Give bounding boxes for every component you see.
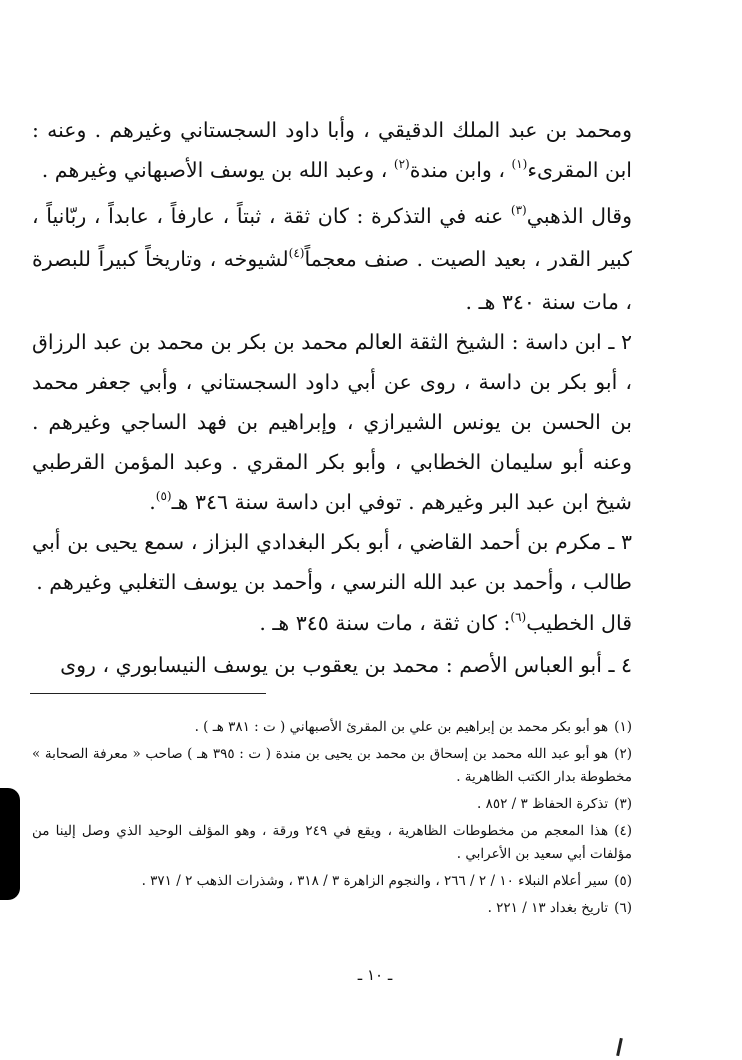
paragraph-5-end: : كان ثقة ، مات سنة ٣٤٥ هـ . <box>259 611 511 635</box>
paragraph-5-start: قال الخطيب <box>526 611 632 635</box>
paragraph-4-text: ٣ ـ مكرم بن أحمد القاضي ، أبو بكر البغدادي البزاز ، سمع يحيى بن أبي طالب ، وأحمد بن عبد الله النرسي ، وأحمد بن يوسف التغلبي وغيرهم . <box>32 530 632 594</box>
paragraph-6 <box>32 645 632 685</box>
scan-tick-mark <box>616 1038 623 1056</box>
footnote-number: (٣) <box>614 796 632 812</box>
footnote-text: تذكرة الحفاظ ٣ / ٨٥٢ . <box>477 796 609 812</box>
paragraph-4 <box>32 522 632 602</box>
paragraph-2-end: لشيوخه ، وتاريخاً كبيراً للبصرة ، مات سنة ٣٤٠ هـ . <box>32 247 632 314</box>
paragraph-1 <box>32 110 632 193</box>
footnote-ref-2[interactable]: (٢) <box>393 157 410 171</box>
footnote-number: (١) <box>614 719 632 735</box>
paragraph-2 <box>32 196 632 322</box>
footnote-divider <box>30 693 266 694</box>
footnote-6 <box>32 897 632 920</box>
footnote-text: هو أبو عبد الله محمد بن إسحاق بن محمد بن يحيى بن مندة ( ت : ٣٩٥ هـ ) صاحب « معرفة الصحابة » مخطوطة بدار الكتب الظاهرية . <box>32 746 632 785</box>
paragraph-2-start: وقال الذهبي <box>526 204 632 228</box>
footnote-ref-1[interactable]: (١) <box>511 157 528 171</box>
footnote-text: هو أبو بكر محمد بن إبراهيم بن علي بن المقرئ الأصبهاني ( ت : ٣٨١ هـ ) . <box>194 719 609 735</box>
paragraph-3-end: . <box>149 490 156 514</box>
footnote-2 <box>32 743 632 789</box>
footnote-4 <box>32 820 632 866</box>
footnote-number: (٢) <box>614 746 632 762</box>
footnote-1 <box>32 716 632 739</box>
footnote-ref-5[interactable]: (٥) <box>155 489 172 503</box>
footnote-ref-6[interactable]: (٦) <box>510 610 527 624</box>
paragraph-2-mid: عنه في التذكرة : كان ثقة ، ثبتاً ، عارفاً ، عابداً ، ربّانياً ، كبير القدر ، بعيد الصيت . صنف معجماً <box>32 204 632 271</box>
footnote-3 <box>32 793 632 816</box>
scan-edge-mark <box>0 788 20 900</box>
page-number: ـ ١٠ ـ <box>357 966 393 984</box>
footnote-text: تاريخ بغداد ١٣ / ٢٢١ . <box>487 900 609 916</box>
footnote-5 <box>32 870 632 893</box>
paragraph-1-mid: ، وابن مندة <box>409 158 505 182</box>
paragraph-6-text: ٤ ـ أبو العباس الأصم : محمد بن يعقوب بن يوسف النيسابوري ، روى <box>60 653 632 677</box>
footnote-number: (٥) <box>614 873 632 889</box>
paragraph-1-text: ومحمد بن عبد الملك الدقيقي ، وأبا داود السجستاني وغيرهم . وعنه : ابن المقرىء <box>32 118 632 182</box>
paragraph-1-end: ، وعبد الله بن يوسف الأصبهاني وغيرهم . <box>41 158 388 182</box>
footnote-ref-3[interactable]: (٣) <box>510 203 527 217</box>
footnote-text: سير أعلام النبلاء ١٠ / ٢ / ٢٦٦ ، والنجوم الزاهرة ٣ / ٣١٨ ، وشذرات الذهب ٢ / ٣٧١ . <box>141 873 609 889</box>
footnote-number: (٦) <box>614 900 632 916</box>
footnote-ref-4[interactable]: (٤) <box>288 246 305 260</box>
paragraph-5 <box>32 603 632 646</box>
paragraph-3-text: ٢ ـ ابن داسة : الشيخ الثقة العالم محمد بن بكر بن محمد بن عبد الرزاق ، أبو بكر بن داسة ، روى عن أبي داود السجستاني ، وأبي جعفر محمد بن الحسن بن يونس الشيرازي ، وإبراهيم بن فهد الساجي وغيرهم . وعنه أبو سليمان الخطابي ، وأبو بكر المقري . وعبد المؤمن القرطبي شيخ ابن عبد البر وغيرهم . توفي ابن داسة سنة ٣٤٦ هـ <box>32 330 632 514</box>
footnote-text: هذا المعجم من مخطوطات الظاهرية ، ويقع في ٢٤٩ ورقة ، وهو المؤلف الوحيد الذي وصل إلينا من مؤلفات أبي سعيد بن الأعرابي . <box>32 823 632 862</box>
footnote-number: (٤) <box>614 823 632 839</box>
paragraph-3 <box>32 322 632 525</box>
footnotes <box>32 716 632 924</box>
